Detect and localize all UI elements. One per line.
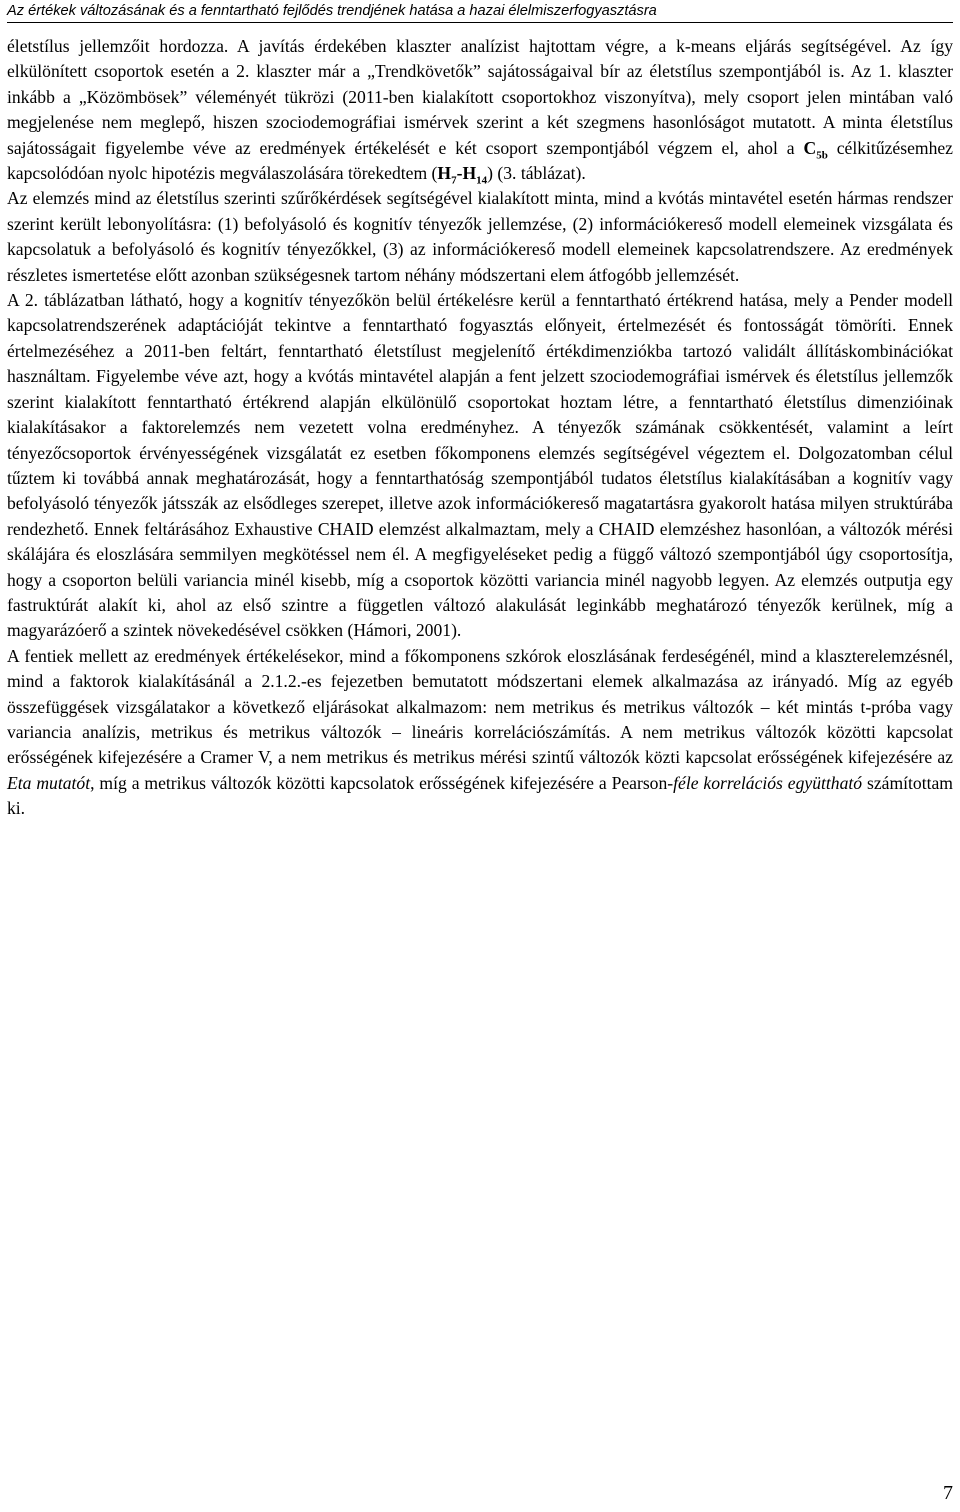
header-divider [7,22,953,23]
paragraph-2: Az elemzés mind az életstílus szerinti szűrőkérdések segítségével kialakított minta, mind a kvótás mintavétel esetén hármas rendszer szerint került lebonyolításra: (1) befolyásoló és kognitív tényezők jellemzése, (2) információkereső modell elemeinek vizsgálata és kapcsolatuk a befolyásoló és kognitív tényezőkkel, (3) az információkereső modell elemeinek kapcsolatrendszere. Az eredmények részletes ismertetése előtt azonban szükségesnek tartom néhány módszertani elem átfogóbb jellemzését. [7,188,953,285]
body-text [7,34,953,822]
paragraph-4-text-b: , míg a metrikus változók közötti kapcsolatok erősségének kifejezésére a Pearson- [90,772,674,793]
paragraph-4-text-c: számítottam ki. [7,772,953,819]
paragraph-1 [7,34,953,186]
paragraph-1-text-b: célkitűzésemhez kapcsolódóan nyolc hipotézis megválaszolására törekedtem ( [7,137,953,184]
pearson-term: féle korrelációs együttható [673,772,863,793]
page-number: 7 [943,1482,953,1504]
eta-term: Eta mutatót [7,772,91,793]
code-c5b: $C_{5b}$ [803,137,828,162]
running-header [7,0,953,32]
paragraph-1-text-c: ) (3. táblázat). [487,163,586,184]
running-header-title: Az értékek változásának és a fenntartható fejlődés trendjének hatása a hazai élelmiszerfogyasztásra [7,3,657,19]
paragraph-1-text-a: életstílus jellemzőit hordozza. A javítás érdekében klaszter analízist hajtottam végre, a k-means eljárás segítségével. Az így elkülönített csoportok esetén a 2. klaszter már a „Trendkövetők” sajátosságaival bír az életstílus szempontjából is. Az 1. klaszter inkább a „Közömbösek” véleményét tükrözi (2011-ben kialakított csoportokhoz viszonyítva), mely csoport jelen mintában való megjelenése nem meglepő, hiszen szociodemográfiai ismérvek szerint a két szegmens hasonlóságot mutatott. A minta életstílus sajátosságait figyelembe véve az eredmények értékelését e két csoport szempontjából végzem el, ahol a [7,36,953,158]
paragraph-4 [7,644,953,822]
hypothesis-range: $H_7-H_{14}$ [437,163,488,187]
paragraph-4-text-a: A fentiek mellett az eredmények értékelésekor, mind a főkomponens szkórok eloszlásának ferdeségénél, mind a klaszterelemzésnél, mind a faktorok kialakításánál a 2.1.2.-es fejezetben bemutatott módszertani elemek alkalmazása az irányadó. Míg az egyéb összefüggések vizsgálatakor a következő eljárásokat alkalmazom: nem metrikus és metrikus változók – két mintás t-próba vagy variancia analízis, metrikus és metrikus változók – lineáris korrelációszámítás. A nem metrikus változók közötti kapcsolat erősségének kifejezésére a Cramer V, a nem metrikus és metrikus mérési szintű változók közti kapcsolat erősségének kifejezésére az [7,645,953,768]
paragraph-3: A 2. táblázatban látható, hogy a kognitív tényezőkön belül értékelésre kerül a fenntartható értékrend hatása, mely a Pender modell kapcsolatrendszerének adaptációját tekintve a fenntartható fogyasztás előnyeit, értelmezését és fontosságát tömöríti. Ennek értelmezéséhez a 2011-ben feltárt, fenntartható életstílust megjelenítő értékdimenziókba tartozó validált állításkombinációkat használtam. Figyelembe véve azt, hogy a kvótás mintavétel alapján a fent jelzett szociodemográfiai ismérvek és életstílus jellemzők szerint kialakított fenntartható értékrend alapján elkülönülő csoportokat hoztam létre, a fenntartható életstílus dimenzióinak kialakításakor a faktorelemzés nem vezetett volna eredményhez. A tényezők számának csökkentését, valamint a leírt tényezőcsoportok érvényességének vizsgálatát ez esetben főkomponens elemzés segítségével végeztem el. Dolgozatomban célul tűztem ki továbbá annak meghatározását, hogy a fenntarthatóság szempontjából tudatos életstílus kialakításában a kognitív vagy befolyásoló tényezők játsszák az elsődleges szerepet, illetve azok információkereső magatartásra gyakorolt hatása milyen struktúrába rendezhető. Ennek feltárásához Exhaustive CHAID elemzést alkalmaztam, mely a CHAID elemzéshez hasonlóan, a változók mérési skálájára és eloszlására semmilyen megkötéssel nem él. A megfigyeléseket pedig a függő változó szempontjából úgy csoportosítja, hogy a csoporton belüli variancia minél kisebb, míg a csoportok közötti variancia minél nagyobb legyen. Az elemzés outputja egy fastruktúrát alakít ki, ahol az első szintre a független változó alakulását leginkább meghatározó tényezők kerülnek, míg a magyarázóerő a szintek növekedésével csökken (Hámori, 2001). [7,290,953,641]
